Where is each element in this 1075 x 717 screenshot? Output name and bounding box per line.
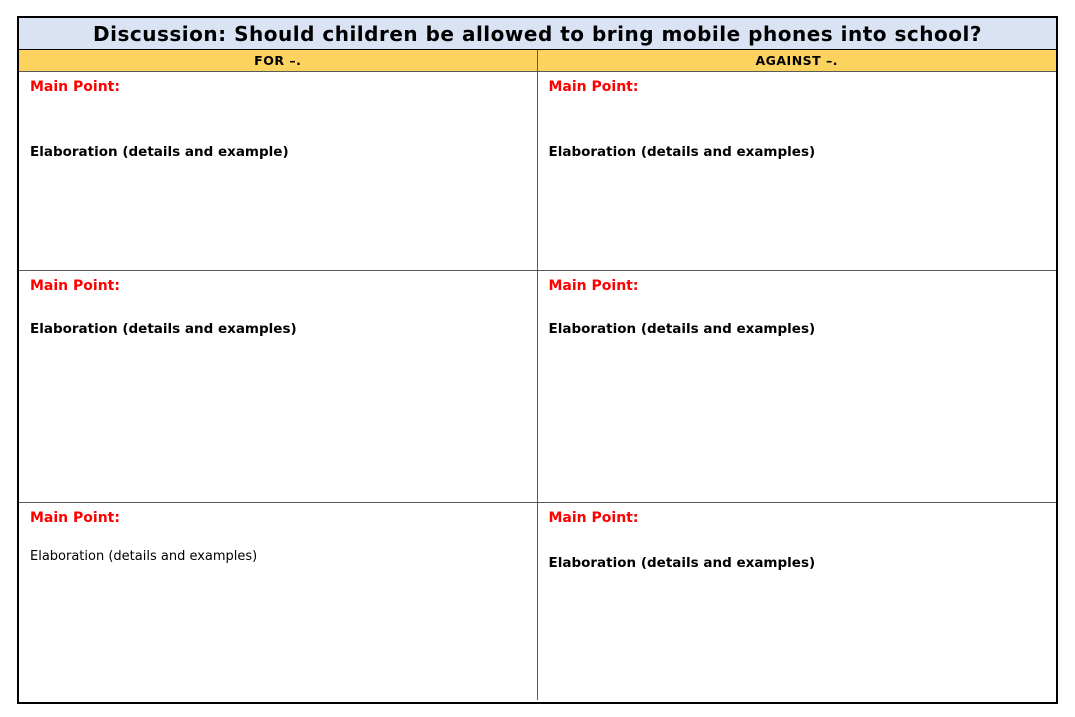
main-point-label: Main Point: <box>548 510 639 526</box>
main-point-label: Main Point: <box>30 278 120 294</box>
elaboration-label: Elaboration (details and examples) <box>548 555 816 571</box>
elaboration-label: Elaboration (details and examples) <box>30 321 297 337</box>
column-header-for: FOR –. <box>19 50 538 72</box>
elaboration-label: Elaboration (details and examples) <box>548 144 816 160</box>
cell-for-row3[interactable] <box>19 503 538 700</box>
cell-against-row1[interactable] <box>538 72 1057 271</box>
main-point-label: Main Point: <box>30 510 120 526</box>
main-point-label: Main Point: <box>30 79 120 95</box>
cell-against-row2[interactable] <box>538 271 1057 503</box>
cell-for-row2[interactable] <box>19 271 538 503</box>
elaboration-label: Elaboration (details and examples) <box>548 321 816 337</box>
table-title: Discussion: Should children be allowed to bring mobile phones into school? <box>19 18 1056 50</box>
cell-against-row3[interactable] <box>538 503 1057 700</box>
table-row <box>19 72 1056 271</box>
elaboration-label: Elaboration (details and example) <box>30 144 289 160</box>
table-row <box>19 271 1056 503</box>
main-point-label: Main Point: <box>548 79 639 95</box>
main-point-label: Main Point: <box>548 278 639 294</box>
column-header-row <box>19 50 1056 72</box>
table-row <box>19 503 1056 700</box>
elaboration-label: Elaboration (details and examples) <box>30 549 258 564</box>
discussion-worksheet-table <box>17 16 1058 704</box>
cell-for-row1[interactable] <box>19 72 538 271</box>
column-header-against: AGAINST –. <box>538 50 1057 72</box>
